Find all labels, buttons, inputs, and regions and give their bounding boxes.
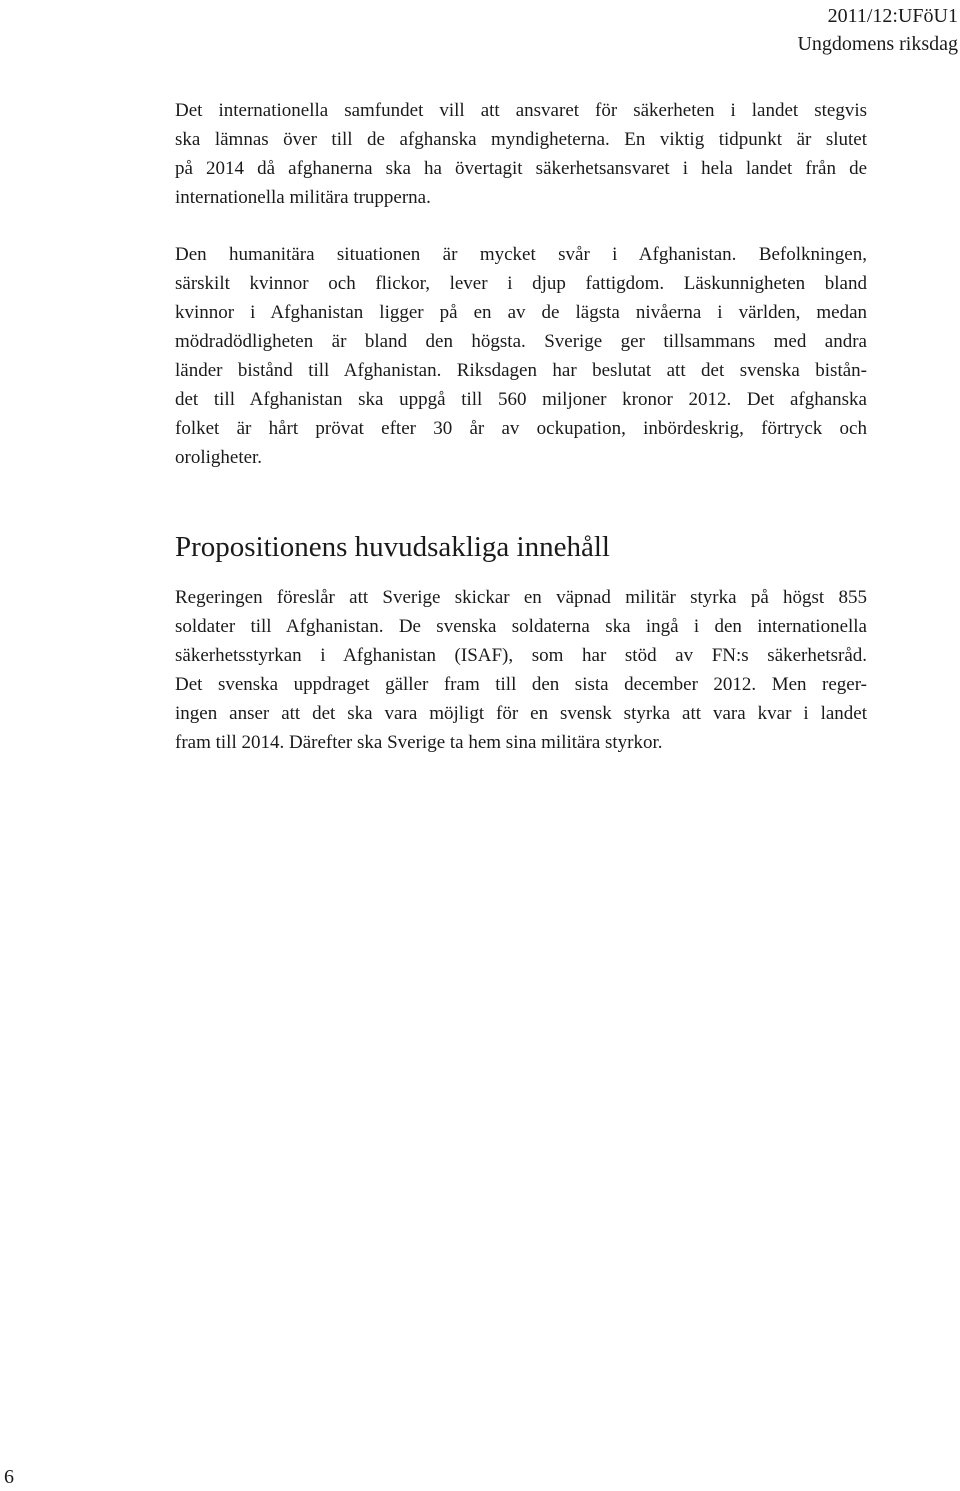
paragraph-line: särskilt kvinnor och flickor, lever i djup fattigdom. Läskunnigheten bland (175, 273, 867, 294)
page-content (175, 96, 867, 757)
document-id: 2011/12:UFöU1 (827, 5, 958, 27)
paragraph-line: oroligheter. (175, 447, 263, 468)
paragraph-line: länder bistånd till Afghanistan. Riksdagen har beslutat att det svenska bistån- (175, 360, 867, 381)
paragraph-line: ingen anser att det ska vara möjligt för en svensk styrka att vara kvar i landet (175, 703, 867, 724)
paragraph-line: folket är hårt prövat efter 30 år av ockupation, inbördeskrig, förtryck och (175, 418, 867, 439)
paragraph-line: Den humanitära situationen är mycket svår i Afghanistan. Befolkningen, (175, 244, 867, 265)
paragraph-line: på 2014 då afghanerna ska ha övertagit säkerhetsansvaret i hela landet från de (175, 158, 867, 179)
paragraph-line: mödradödligheten är bland den högsta. Sverige ger tillsammans med andra (175, 331, 867, 352)
document-series: Ungdomens riksdag (797, 33, 958, 55)
document-header (797, 2, 958, 58)
paragraph-line: kvinnor i Afghanistan ligger på en av de lägsta nivåerna i världen, medan (175, 302, 867, 323)
paragraph-line: Det internationella samfundet vill att ansvaret för säkerheten i landet stegvis (175, 100, 867, 121)
paragraph-line: Det svenska uppdraget gäller fram till den sista december 2012. Men reger- (175, 674, 867, 695)
paragraph-line: säkerhetsstyrkan i Afghanistan (ISAF), som har stöd av FN:s säkerhetsråd. (175, 645, 867, 666)
paragraph-humanitarian (175, 240, 867, 472)
paragraph-proposition (175, 583, 867, 757)
paragraph-line: Regeringen föreslår att Sverige skickar en väpnad militär styrka på högst 855 (175, 587, 867, 608)
paragraph-line: ska lämnas över till de afghanska myndigheterna. En viktig tidpunkt är slutet (175, 129, 867, 150)
paragraph-line: det till Afghanistan ska uppgå till 560 miljoner kronor 2012. Det afghanska (175, 389, 867, 410)
paragraph-line: soldater till Afghanistan. De svenska soldaterna ska ingå i den internationella (175, 616, 867, 637)
paragraph-line: fram till 2014. Därefter ska Sverige ta hem sina militära styrkor. (175, 732, 663, 753)
section-heading: Propositionens huvudsakliga innehåll (175, 531, 610, 563)
page-number: 6 (4, 1466, 14, 1488)
paragraph-security (175, 96, 867, 212)
paragraph-line: internationella militära trupperna. (175, 187, 431, 208)
